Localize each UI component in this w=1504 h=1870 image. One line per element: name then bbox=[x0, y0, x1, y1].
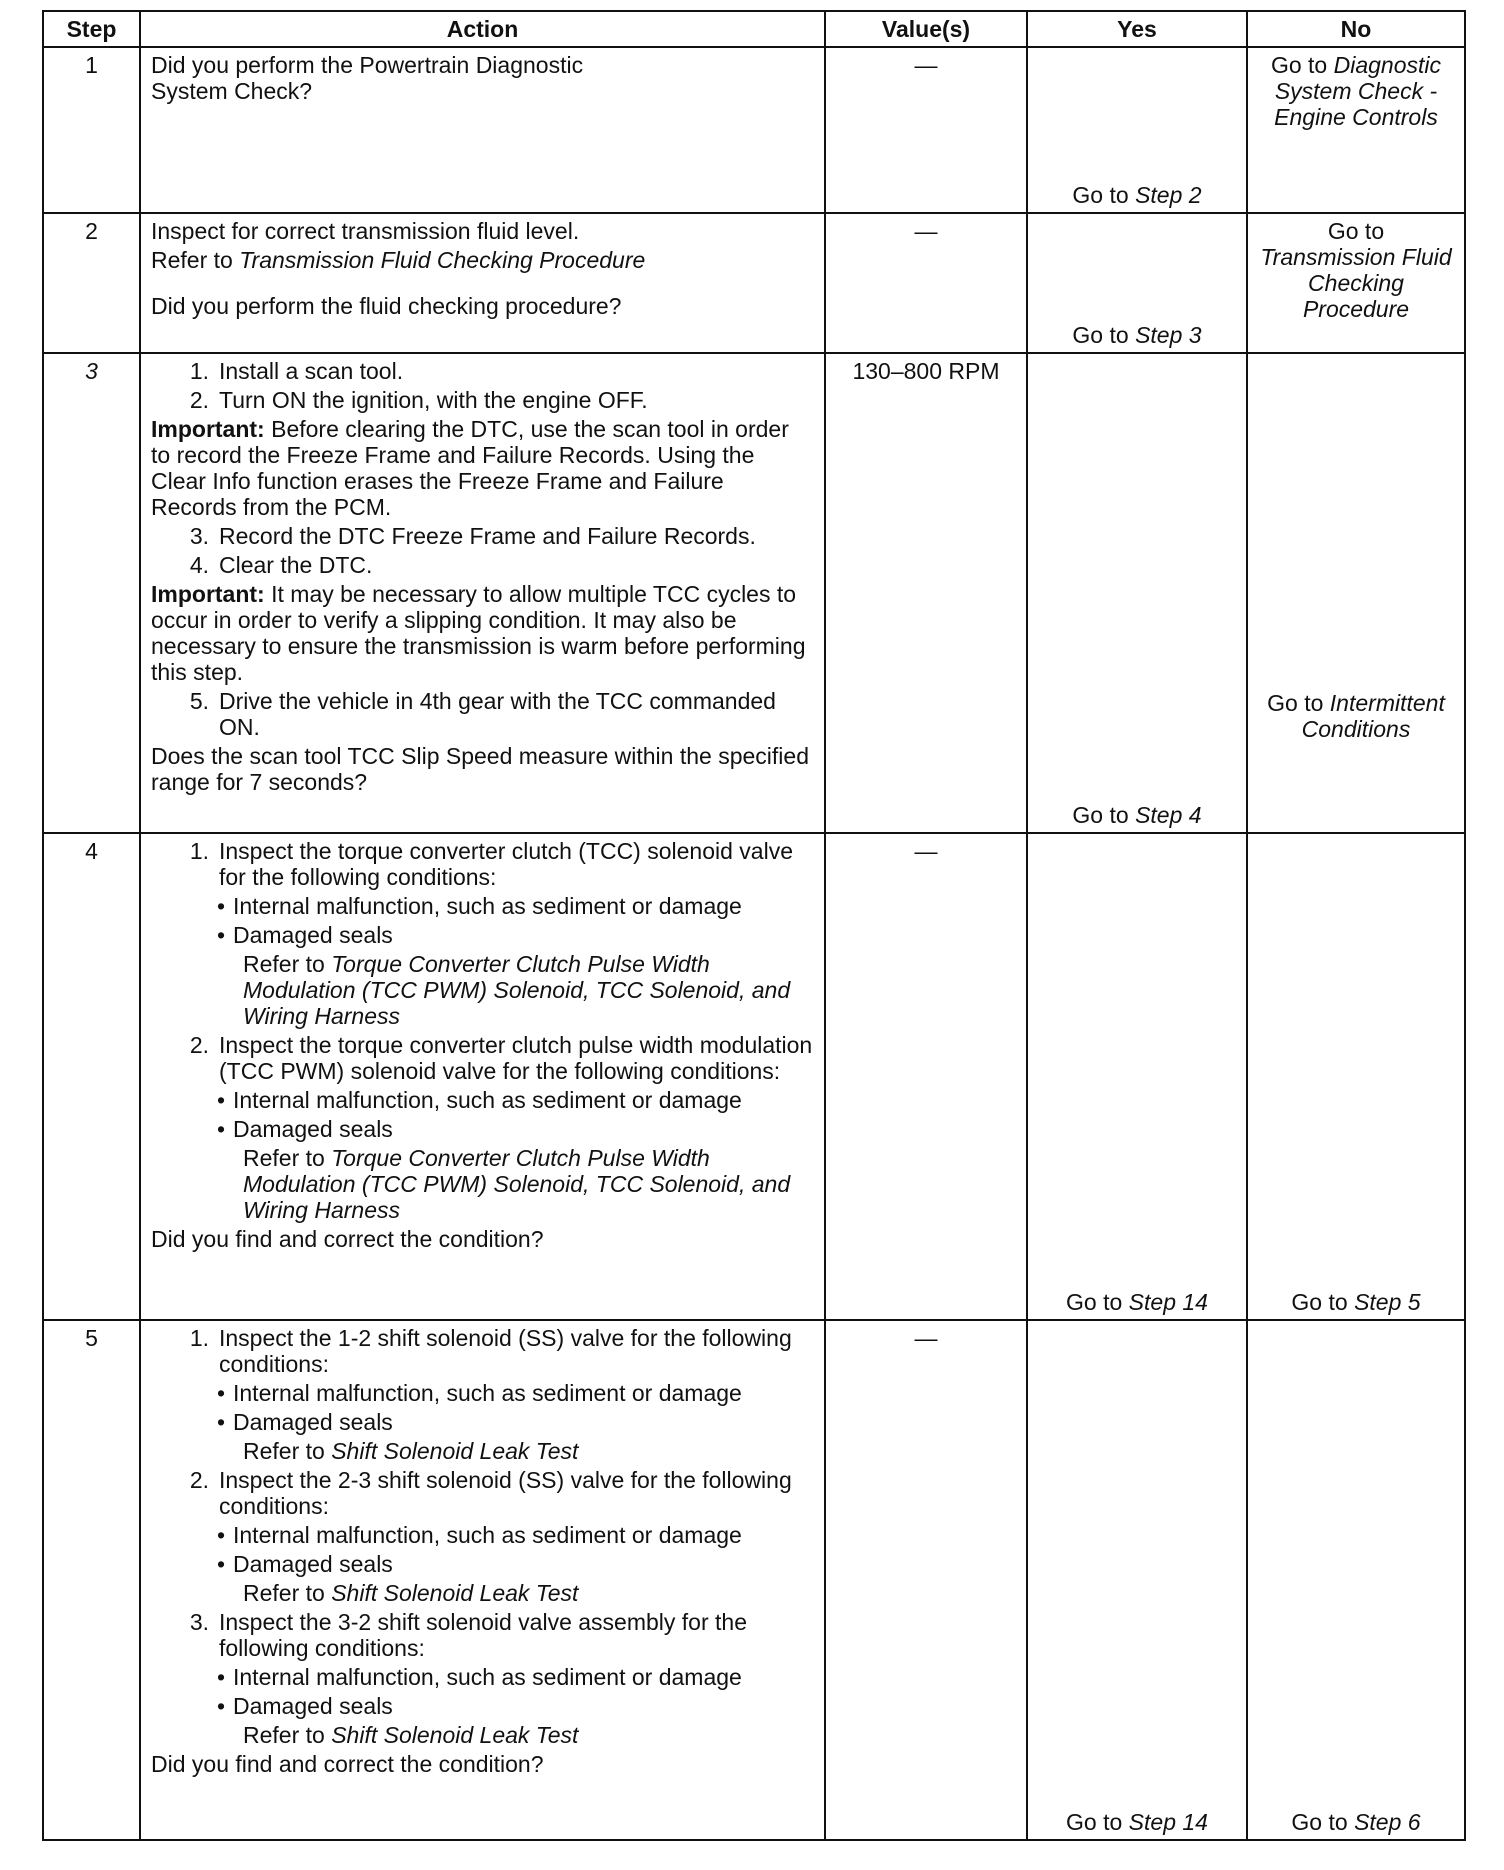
bullet-item: • Damaged seals bbox=[216, 922, 393, 948]
table-row-step-5 bbox=[43, 1320, 1465, 1840]
no-reference[interactable]: Go to Step 6 bbox=[1291, 1809, 1421, 1835]
action-cell bbox=[140, 213, 825, 353]
action-question: Did you perform the fluid checking procedure? bbox=[151, 293, 622, 319]
refer-link[interactable]: Shift Solenoid Leak Test bbox=[331, 1722, 579, 1748]
table-row-step-4 bbox=[43, 833, 1465, 1320]
list-item: 3. Inspect the 3-2 shift solenoid valve assembly for the following conditions: bbox=[189, 1609, 748, 1661]
no-cell bbox=[1247, 833, 1465, 1320]
no-cell bbox=[1247, 353, 1465, 833]
bullet-item: • Damaged seals bbox=[216, 1116, 393, 1142]
list-item: 1. Inspect the 1-2 shift solenoid (SS) valve for the following conditions: bbox=[189, 1325, 792, 1377]
list-item: 1. Install a scan tool. bbox=[189, 358, 404, 384]
value-cell: 130–800 RPM bbox=[825, 353, 1027, 833]
action-cell bbox=[140, 833, 825, 1320]
action-question: Did you find and correct the condition? bbox=[151, 1751, 544, 1777]
action-text: Inspect for correct transmission fluid level. bbox=[151, 218, 580, 244]
step-number: 1 bbox=[43, 47, 140, 213]
yes-cell bbox=[1027, 1320, 1247, 1840]
bullet-item: • Internal malfunction, such as sediment or damage bbox=[216, 1087, 742, 1113]
yes-cell bbox=[1027, 353, 1247, 833]
action-question: Did you perform the Powertrain Diagnostic System Check? bbox=[151, 52, 584, 104]
list-item: 2. Inspect the 2-3 shift solenoid (SS) valve for the following conditions: bbox=[189, 1467, 792, 1519]
refer-link[interactable]: Shift Solenoid Leak Test bbox=[331, 1438, 579, 1464]
bullet-item: • Damaged seals bbox=[216, 1551, 393, 1577]
no-reference[interactable]: Go to Diagnostic System Check - Engine Controls bbox=[1270, 52, 1442, 130]
action-cell bbox=[140, 47, 825, 213]
yes-cell bbox=[1027, 213, 1247, 353]
action-cell bbox=[140, 353, 825, 833]
step-number: 4 bbox=[43, 833, 140, 1320]
bullet-item: • Internal malfunction, such as sediment or damage bbox=[216, 893, 742, 919]
refer-note: Refer to Shift Solenoid Leak Test bbox=[243, 1722, 579, 1748]
no-cell bbox=[1247, 47, 1465, 213]
yes-reference[interactable]: Go to Step 3 bbox=[1072, 322, 1202, 348]
header-yes: Yes bbox=[1027, 11, 1247, 47]
action-question: Did you find and correct the condition? bbox=[151, 1226, 544, 1252]
action-question: Does the scan tool TCC Slip Speed measure within the specified range for 7 seconds? bbox=[151, 743, 809, 795]
diagnostic-table bbox=[42, 10, 1466, 1841]
header-step: Step bbox=[43, 11, 140, 47]
refer-note: Refer to Torque Converter Clutch Pulse Width Modulation (TCC PWM) Solenoid, TCC Solenoid, and Wiring Harness bbox=[243, 951, 791, 1029]
value-cell: — bbox=[825, 1320, 1027, 1840]
yes-reference[interactable]: Go to Step 4 bbox=[1072, 802, 1202, 828]
refer-note: Refer to Torque Converter Clutch Pulse Width Modulation (TCC PWM) Solenoid, TCC Solenoid, and Wiring Harness bbox=[243, 1145, 791, 1223]
no-reference[interactable]: Go to Transmission Fluid Checking Procedure bbox=[1260, 218, 1452, 322]
bullet-item: • Damaged seals bbox=[216, 1409, 393, 1435]
list-item: 2. Turn ON the ignition, with the engine OFF. bbox=[189, 387, 648, 413]
no-cell bbox=[1247, 1320, 1465, 1840]
table-row-step-1 bbox=[43, 47, 1465, 213]
refer-link[interactable]: Shift Solenoid Leak Test bbox=[331, 1580, 579, 1606]
refer-link[interactable]: Transmission Fluid Checking Procedure bbox=[239, 247, 646, 273]
no-reference[interactable]: Go to Step 5 bbox=[1291, 1289, 1421, 1315]
header-action: Action bbox=[140, 11, 825, 47]
refer-note: Refer to Shift Solenoid Leak Test bbox=[243, 1580, 579, 1606]
refer-link[interactable]: Torque Converter Clutch Pulse Width Modulation (TCC PWM) Solenoid, TCC Solenoid, and Wiring Harness bbox=[243, 1145, 791, 1223]
header-no: No bbox=[1247, 11, 1465, 47]
refer-note: Refer to Shift Solenoid Leak Test bbox=[243, 1438, 579, 1464]
list-item: 1. Inspect the torque converter clutch (TCC) solenoid valve for the following conditions: bbox=[189, 838, 793, 890]
action-cell bbox=[140, 1320, 825, 1840]
yes-reference[interactable]: Go to Step 14 bbox=[1066, 1289, 1208, 1315]
list-item: 5. Drive the vehicle in 4th gear with the TCC commanded ON. bbox=[189, 688, 776, 740]
no-reference[interactable]: Go to Intermittent Conditions bbox=[1267, 690, 1445, 742]
yes-reference[interactable]: Go to Step 2 bbox=[1072, 182, 1202, 208]
value-cell: — bbox=[825, 833, 1027, 1320]
bullet-item: • Internal malfunction, such as sediment or damage bbox=[216, 1380, 742, 1406]
list-item: 2. Inspect the torque converter clutch pulse width modulation (TCC PWM) solenoid valve for the following conditions: bbox=[189, 1032, 813, 1084]
bullet-item: • Internal malfunction, such as sediment or damage bbox=[216, 1522, 742, 1548]
yes-cell bbox=[1027, 47, 1247, 213]
list-item: 3. Record the DTC Freeze Frame and Failure Records. bbox=[189, 523, 756, 549]
header-row bbox=[43, 11, 1465, 47]
no-cell bbox=[1247, 213, 1465, 353]
step-number: 2 bbox=[43, 213, 140, 353]
value-cell: — bbox=[825, 47, 1027, 213]
bullet-item: • Damaged seals bbox=[216, 1693, 393, 1719]
important-note: Important: Before clearing the DTC, use the scan tool in order to record the Freeze Frame and Failure Records. Using the Clear Info function erases the Freeze Frame and Failure Records from the PCM. bbox=[151, 416, 789, 520]
yes-cell bbox=[1027, 833, 1247, 1320]
step-number: 5 bbox=[43, 1320, 140, 1840]
table-row-step-3 bbox=[43, 353, 1465, 833]
value-cell: — bbox=[825, 213, 1027, 353]
step-number: 3 bbox=[43, 353, 140, 833]
header-values: Value(s) bbox=[825, 11, 1027, 47]
list-item: 4. Clear the DTC. bbox=[189, 552, 373, 578]
action-refer: Refer to Transmission Fluid Checking Procedure bbox=[151, 247, 646, 273]
refer-link[interactable]: Torque Converter Clutch Pulse Width Modulation (TCC PWM) Solenoid, TCC Solenoid, and Wiring Harness bbox=[243, 951, 791, 1029]
yes-reference[interactable]: Go to Step 14 bbox=[1066, 1809, 1208, 1835]
important-note: Important: It may be necessary to allow multiple TCC cycles to occur in order to verify a slipping condition. It may also be necessary to ensure the transmission is warm before performing this step. bbox=[151, 581, 806, 685]
table-row-step-2 bbox=[43, 213, 1465, 353]
bullet-item: • Internal malfunction, such as sediment or damage bbox=[216, 1664, 742, 1690]
